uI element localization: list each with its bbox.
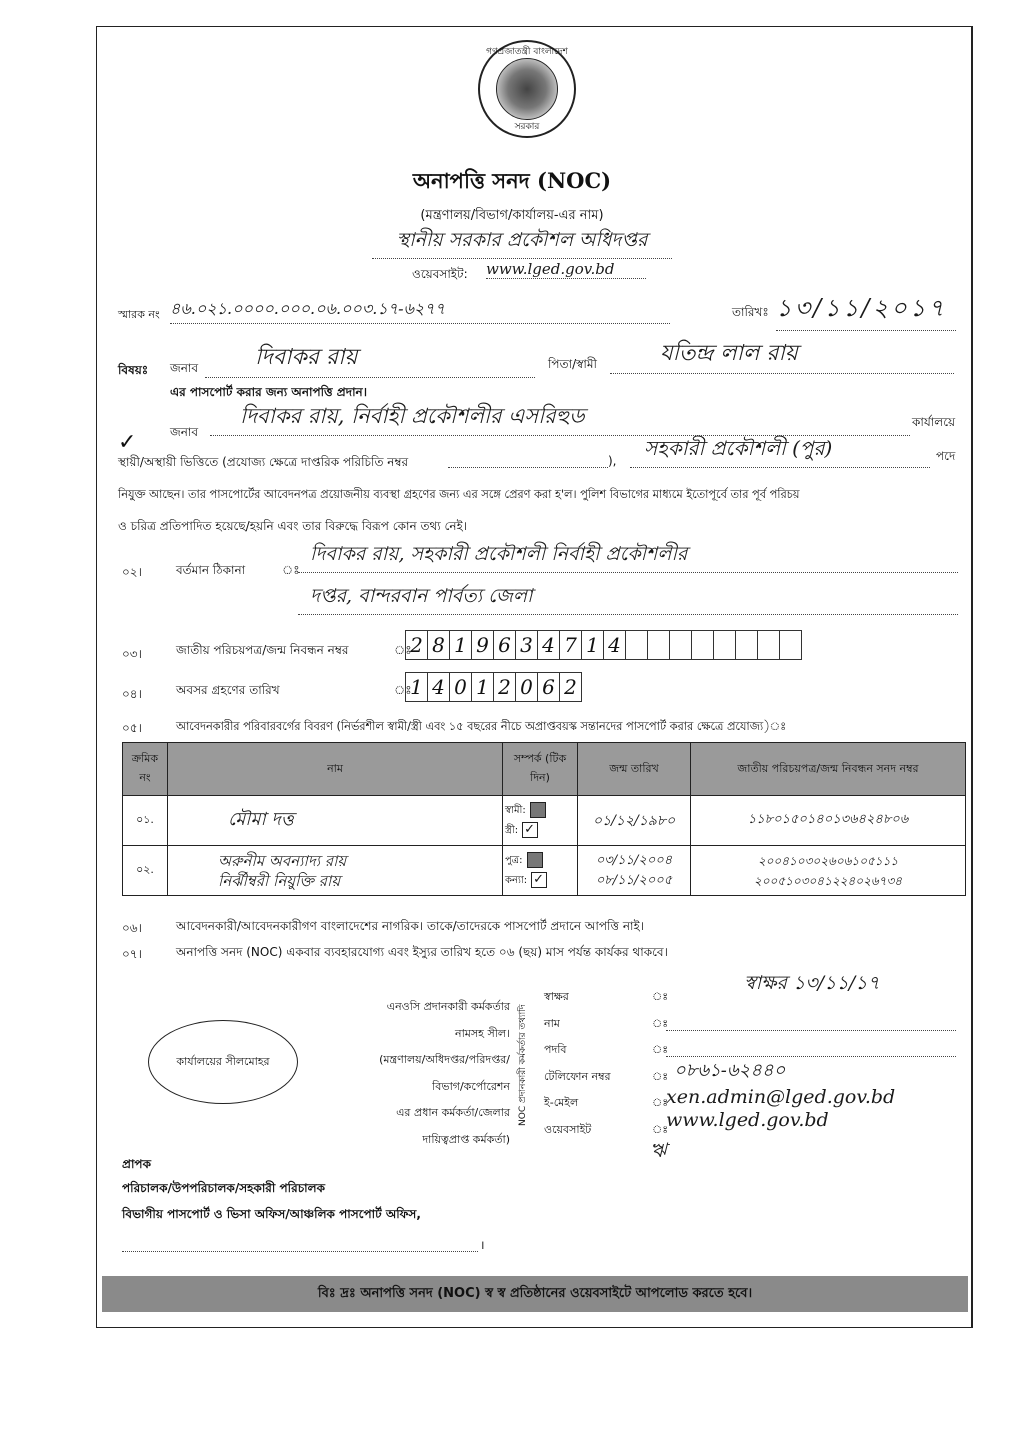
subject-janab: জনাব bbox=[170, 361, 199, 375]
header-serial: ক্রমিক নং bbox=[123, 743, 168, 796]
item05-number: ০৫। bbox=[122, 721, 142, 735]
document-subtitle: (মন্ত্রণালয়/বিভাগ/কার্যালয়-এর নাম) bbox=[420, 208, 604, 223]
recipient-blank bbox=[122, 1250, 478, 1252]
nid-digit-box bbox=[647, 630, 670, 660]
nid-digit-box: 4 bbox=[537, 630, 560, 660]
nid-digit-boxes bbox=[406, 630, 802, 660]
daughter-checkbox[interactable] bbox=[531, 872, 547, 888]
website-field bbox=[544, 1108, 964, 1144]
recipient-line-2: বিভাগীয় পাসপোর্ট ও ভিসা অফিস/আঞ্চলিক পাসপোর্ট অফিস, bbox=[122, 1207, 421, 1221]
item07-number: ০৭। bbox=[122, 947, 142, 961]
name-blank bbox=[666, 1030, 956, 1031]
nid-digit-box bbox=[713, 630, 736, 660]
recipient-line-1: পরিচালক/উপপরিচালক/সহকারী পরিচালক bbox=[122, 1181, 325, 1195]
header-dob: জন্ম তারিখ bbox=[578, 743, 691, 796]
address-line-2-handwritten: দপ্তর, বান্দরবান পার্বত্য জেলা bbox=[298, 582, 958, 615]
item05-label: আবেদনকারীর পরিবারবর্গের বিবরণ (নির্ভরশীল স্বামী/স্ত্রী এবং ১৫ বছরের নীচে অপ্রাপ্তবয়স্ক সন্তানদের পাসপোর্ট করার ক্ষেত্রে প্রযোজ্য)ঃ bbox=[176, 720, 787, 733]
item02-number: ০২। bbox=[122, 565, 142, 579]
office-name-handwritten: স্থানীয় সরকার প্রকৌশল অধিদপ্তর bbox=[372, 226, 672, 259]
id-number-blank bbox=[448, 466, 608, 468]
father-name-handwritten: যতিন্দ্র লাল রায় bbox=[610, 336, 954, 374]
row-relation bbox=[503, 846, 578, 896]
nid-digit-box bbox=[625, 630, 648, 660]
item04-label: অবসর গ্রহণের তারিখ bbox=[176, 683, 280, 697]
memo-number: ৪৬.০২১.০০০০.০০০.০৬.০০৩.১৭-৬২৭৭ bbox=[170, 296, 670, 324]
table-row bbox=[123, 846, 966, 896]
field-label: নাম bbox=[544, 1016, 560, 1030]
nid-digit-box bbox=[757, 630, 780, 660]
officer-description bbox=[290, 994, 510, 1153]
nid-digit-box bbox=[779, 630, 802, 660]
address-line-1-handwritten: দিবাকর রায়, সহকারী প্রকৌশলী নির্বাহী প্রকৌশলীর bbox=[298, 540, 958, 573]
subject-purpose: এর পাসপোর্ট করার জন্য অনাপত্তি প্রদান। bbox=[170, 385, 368, 399]
email-handwritten: xen.admin@lged.gov.bd bbox=[666, 1086, 896, 1108]
officer-website-handwritten: www.lged.gov.bd bbox=[666, 1108, 829, 1131]
item04-colon: ঃ bbox=[394, 683, 412, 697]
item03-label: জাতীয় পরিচয়পত্র/জন্ম নিবন্ধন নম্বর bbox=[176, 643, 349, 657]
signature-field bbox=[544, 972, 964, 1011]
row-name: মৌমা দত্ত bbox=[168, 796, 503, 846]
row-dob: ০১/১২/১৯৮০ bbox=[578, 796, 691, 846]
memo-date: ১৩/১১/২০১৭ bbox=[776, 290, 956, 331]
item06-number: ০৬। bbox=[122, 921, 142, 935]
retirement-digit-box: 0 bbox=[449, 672, 472, 702]
nid-digit-box bbox=[691, 630, 714, 660]
subject-name-handwritten: দিবাকর রায় bbox=[205, 340, 535, 378]
family-table bbox=[122, 742, 966, 896]
field-label: ওয়েবসাইট bbox=[544, 1122, 592, 1136]
item03-colon: ঃ bbox=[394, 643, 412, 657]
officer-line: নামসহ সীল। bbox=[455, 1026, 510, 1040]
header-relation: সম্পর্ক (টিক দিন) bbox=[503, 743, 578, 796]
seal-bottom-text: সরকার bbox=[514, 122, 540, 132]
website-label: ওয়েবসাইট: bbox=[412, 267, 468, 281]
paren-close: ), bbox=[608, 454, 617, 468]
officer-fields bbox=[544, 972, 964, 1143]
item03-number: ০৩। bbox=[122, 647, 142, 661]
retirement-date-boxes bbox=[406, 672, 582, 702]
item07-text: অনাপত্তি সনদ (NOC) একবার ব্যবহারযোগ্য এবং ইস্যুর তারিখ হতে ০৬ (ছয়) মাস পর্যন্ত কার্যকর থাকবে। bbox=[176, 945, 668, 959]
permanent-text: স্থায়ী/অস্থায়ী ভিত্তিতে (প্রযোজ্য ক্ষেত্রে দাপ্তরিক পরিচিতি নম্বর bbox=[118, 455, 409, 469]
row-serial: ০২. bbox=[123, 846, 168, 896]
field-colon: ঃ bbox=[652, 1069, 669, 1083]
nid-digit-box: 1 bbox=[449, 630, 472, 660]
retirement-digit-box: 4 bbox=[427, 672, 450, 702]
item06-text: আবেদনকারী/আবেদনকারীগণ বাংলাদেশের নাগরিক। তাকে/তাদেরকে পাসপোর্ট প্রদানে আপত্তি নাই। bbox=[176, 919, 645, 933]
document-title: অনাপত্তি সনদ (NOC) bbox=[412, 168, 612, 193]
field-colon: ঃ bbox=[652, 1043, 669, 1056]
field-label: ই-মেইল bbox=[544, 1096, 579, 1109]
item02-label: বর্তমান ঠিকানা bbox=[176, 563, 246, 577]
nid-digit-box: 8 bbox=[427, 630, 450, 660]
row-relation bbox=[503, 796, 578, 846]
government-seal bbox=[478, 40, 576, 138]
post-handwritten: সহকারী প্রকৌশলী (পুর) bbox=[630, 434, 930, 468]
item04-number: ০৪। bbox=[122, 687, 142, 701]
footer-note: বিঃ দ্রঃ অনাপত্তি সনদ (NOC) স্ব স্ব প্রতিষ্ঠানের ওয়েবসাইটে আপলোড করতে হবে। bbox=[102, 1276, 968, 1312]
field-colon: ঃ bbox=[652, 990, 669, 1003]
relation-son-label: পুত্র: bbox=[505, 854, 523, 866]
name-field bbox=[544, 1011, 964, 1038]
officer-line: দায়িত্বপ্রাপ্ত কর্মকর্তা) bbox=[422, 1132, 510, 1146]
row-id: ১১৮০১৫০১৪০১৩৬৪২৪৮০৬ bbox=[691, 796, 966, 846]
date-label: তারিখঃ bbox=[732, 305, 769, 319]
son-checkbox[interactable] bbox=[527, 852, 543, 868]
row-id: ২০০৪১০৩০২৬০৬১০৫১১১ ২০০৫১০৩০৪১২২৪০২৬৭৩৪ bbox=[691, 846, 966, 896]
signature-handwritten: স্বাক্ষর ১৩/১১/১৭ bbox=[744, 972, 880, 994]
row-dob: ০৩/১১/২০০৪ ০৮/১১/২০০৫ bbox=[578, 846, 691, 896]
memo-label: স্মারক নং bbox=[118, 308, 160, 321]
nid-digit-box: 3 bbox=[515, 630, 538, 660]
nid-digit-box bbox=[669, 630, 692, 660]
father-label: পিতা/স্বামী bbox=[548, 357, 597, 371]
field-label: টেলিফোন নম্বর bbox=[544, 1069, 611, 1083]
retirement-digit-box: 1 bbox=[405, 672, 428, 702]
checkmark-icon: ✓ bbox=[118, 430, 137, 455]
field-label: পদবি bbox=[544, 1043, 567, 1056]
officer-line: বিভাগ/কর্পোরেশন bbox=[432, 1079, 510, 1093]
husband-checkbox[interactable] bbox=[530, 802, 546, 818]
paragraph-line-1: নিযুক্ত আছেন। তার পাসপোর্টের আবেদনপত্র প্রয়োজনীয় ব্যবস্থা গ্রহণের জন্য এর সঙ্গে প্রেরণ করা হ'ল। পুলিশ বিভাগের মাধ্যমে ইতোপূর্বে তার পূর্ব পরিচয় bbox=[118, 488, 800, 501]
retirement-digit-box: 2 bbox=[493, 672, 516, 702]
retirement-digit-box: 1 bbox=[471, 672, 494, 702]
retirement-digit-box: 2 bbox=[559, 672, 582, 702]
row-name: অরুনীম অবন্যাদ্য রায় নির্ঝীম্বরী নিয়ুক্তি রায় bbox=[168, 846, 503, 896]
retirement-digit-box: 6 bbox=[537, 672, 560, 702]
relation-wife-label: স্ত্রী: bbox=[505, 824, 519, 836]
nid-digit-box: 4 bbox=[603, 630, 626, 660]
header-name: নাম bbox=[168, 743, 503, 796]
nid-digit-box bbox=[735, 630, 758, 660]
subject-label: বিষয়ঃ bbox=[118, 363, 149, 377]
table-row bbox=[123, 796, 966, 846]
nid-digit-box: 7 bbox=[559, 630, 582, 660]
field-colon: ঃ bbox=[652, 1096, 669, 1109]
item02-colon: ঃ bbox=[282, 563, 300, 577]
seal-top-text: গণপ্রজাতন্ত্রী বাংলাদেশ bbox=[486, 47, 568, 57]
office-seal-oval: কার্যালয়ের সীলমোহর bbox=[148, 1020, 298, 1104]
recipient-line-end: । bbox=[480, 1238, 485, 1252]
relation-husband-label: স্বামী: bbox=[505, 804, 526, 816]
retirement-digit-box: 0 bbox=[515, 672, 538, 702]
body-name-office-handwritten: দিবাকর রায়, নির্বাহী প্রকৌশলীর এসরিহুড bbox=[210, 400, 910, 436]
nid-digit-box: 2 bbox=[405, 630, 428, 660]
initials-mark: ঋ bbox=[650, 1138, 667, 1162]
nid-digit-box: 1 bbox=[581, 630, 604, 660]
family-table-header bbox=[123, 743, 966, 796]
vertical-noc-label: NOC প্রদানকারী কর্মকর্তার তথ্যাদি bbox=[518, 1004, 528, 1126]
header-id-number: জাতীয় পরিচয়পত্র/জন্ম নিবন্ধন সনদ নম্বর bbox=[691, 743, 966, 796]
wife-checkbox[interactable] bbox=[522, 822, 538, 838]
pode-text: পদে bbox=[936, 449, 956, 463]
officer-line: (মন্ত্রণালয়/অধিদপ্তর/পরিদপ্তর/ bbox=[379, 1053, 510, 1066]
field-colon: ঃ bbox=[652, 1122, 669, 1136]
website-handwritten: www.lged.gov.bd bbox=[486, 260, 646, 279]
officer-line: এনওসি প্রদানকারী কর্মকর্তার bbox=[386, 1000, 510, 1013]
nid-digit-box: 6 bbox=[493, 630, 516, 660]
telephone-handwritten: ০৮৬১-৬২৪৪০ bbox=[674, 1059, 786, 1081]
field-colon: ঃ bbox=[652, 1016, 669, 1030]
field-label: স্বাক্ষর bbox=[544, 990, 569, 1003]
recipient-label: প্রাপক bbox=[122, 1157, 151, 1171]
karyalaye-text: কার্যালয়ে bbox=[912, 415, 956, 429]
nid-digit-box: 9 bbox=[471, 630, 494, 660]
officer-line: এর প্রধান কর্মকর্তা/জেলার bbox=[396, 1106, 510, 1119]
row-serial: ০১. bbox=[123, 796, 168, 846]
relation-daughter-label: কন্যা: bbox=[505, 874, 528, 886]
paragraph-line-2: ও চরিত্র প্রতিপাদিত হয়েছে/হয়নি এবং তার বিরুদ্ধে বিরূপ কোন তথ্য নেই। bbox=[118, 519, 468, 533]
body-janab: জনাব bbox=[170, 425, 199, 439]
seal-emblem-icon bbox=[496, 58, 558, 120]
